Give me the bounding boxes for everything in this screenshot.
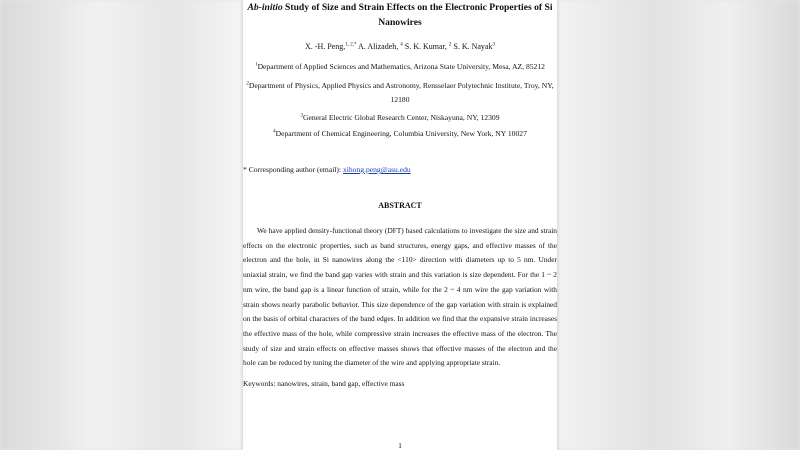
abstract-heading: ABSTRACT bbox=[378, 201, 422, 210]
title-line2: Nanowires bbox=[378, 17, 422, 28]
keywords: Keywords: nanowires, strain, band gap, effective mass bbox=[243, 379, 405, 388]
affiliation-text: Department of Applied Sciences and Mathematics, Arizona State University, Mesa, AZ, 85212 bbox=[257, 62, 545, 71]
affiliation-1 bbox=[243, 60, 557, 74]
affiliation-sup: 1 bbox=[255, 62, 258, 68]
affiliation-3 bbox=[243, 111, 557, 125]
affiliation-text: Department of Physics, Applied Physics and Astronomy, Rensselaer Polytechnic Institute, Troy, NY, 12180 bbox=[248, 81, 554, 104]
page-number: 1 bbox=[398, 441, 402, 450]
author-sup: 1, 2,* bbox=[345, 42, 357, 48]
title-line1: Study of Size and Strain Effects on the Electronic Properties of Si bbox=[282, 2, 553, 13]
author-name: S. K. Kumar, bbox=[404, 42, 447, 51]
affiliation-text: General Electric Global Research Center, Niskayuna, NY, 12309 bbox=[302, 113, 500, 122]
author-list bbox=[243, 42, 557, 51]
author-sup: 4 bbox=[400, 42, 403, 48]
email-link[interactable]: xihong.peng@asu.edu bbox=[342, 165, 411, 174]
background-left bbox=[0, 0, 243, 450]
corresponding-label: * Corresponding author (email): bbox=[243, 165, 343, 174]
corresponding-author bbox=[243, 165, 411, 174]
author-sup: 3 bbox=[492, 42, 495, 48]
abstract-body bbox=[243, 224, 557, 371]
affiliation-text: Department of Chemical Engineering, Columbia University, New York, NY 10027 bbox=[275, 129, 527, 138]
document-page bbox=[243, 0, 557, 450]
author-name: X. -H. Peng, bbox=[305, 42, 346, 51]
author-name: S. K. Nayak bbox=[453, 42, 493, 51]
author-sup: 2 bbox=[448, 42, 452, 48]
affiliation-sup: 2 bbox=[246, 81, 249, 87]
affiliation-4 bbox=[243, 127, 557, 141]
affiliation-sup: 3 bbox=[300, 113, 303, 119]
affiliation-sup: 4 bbox=[273, 129, 276, 135]
author-name: A. Alizadeh, bbox=[358, 42, 399, 51]
background-right bbox=[557, 0, 800, 450]
affiliation-2 bbox=[243, 79, 557, 107]
title-italic: Ab-initio bbox=[247, 2, 283, 13]
abstract-text: We have applied density-functional theory (DFT) based calculations to investigate the size and strain effects on the electronic properties, such as band structures, energy gaps, and effective masses of the electron and the hole, in Si nanowires along the <110> direction with diameters up to 5 nm. Under uniaxial strain, we find the band gap varies with strain and this variation is size dependent. For the 1 ~ 2 nm wire, the band gap is a linear function of strain, while for the 2 ~ 4 nm wire the gap variation with strain shows nearly parabolic behavior. This size dependence of the gap variation with strain is explained on the basis of orbital characters of the band edges. In addition we find that the expansive strain increases the effective mass of the hole, while compressive strain increases the effective mass of the electron. The study of size and strain effects on effective masses shows that effective masses of the electron and the hole can be reduced by tuning the diameter of the wire and applying appropriate strain. bbox=[243, 226, 557, 368]
paper-title bbox=[243, 0, 557, 30]
